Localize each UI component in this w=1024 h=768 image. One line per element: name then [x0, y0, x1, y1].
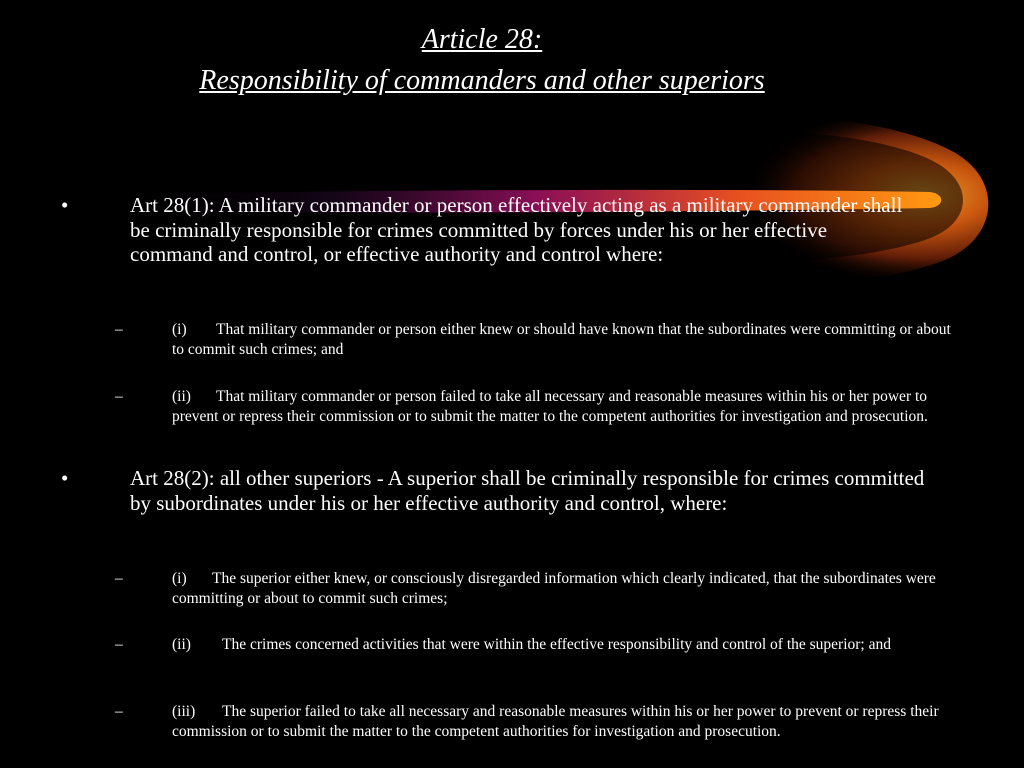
- sub-item-28-2-iii: [115, 702, 972, 741]
- sub-item-label: (i): [172, 570, 187, 587]
- sub-item-text: That military commander or person failed to take all necessary and reasonable measures within his or her power to prevent or repress their commission or to submit the matter to the competent authorities for investigation and prosecution.: [172, 388, 928, 425]
- sub-item-28-2-ii: [115, 635, 962, 655]
- dash-marker: –: [115, 703, 123, 720]
- dash-marker: –: [115, 321, 123, 338]
- sub-item-label: (i): [172, 321, 187, 338]
- dash-marker: –: [115, 570, 123, 587]
- sub-item-text: The crimes concerned activities that were within the effective responsibility and control of the superior; and: [222, 636, 891, 653]
- sub-item-text: The superior failed to take all necessary and reasonable measures within his or her power to prevent or repress their commission or to submit the matter to the competent authorities for investigation and prosecution.: [172, 703, 939, 740]
- bullet-text: Art 28(1): A military commander or person effectively acting as a military commander shall be criminally responsible for crimes committed by forces under his or her effective command and control, or effective authority and control where:: [130, 193, 903, 266]
- sub-item-28-2-i: [115, 569, 942, 608]
- sub-item-28-1-i: [115, 320, 962, 359]
- bullet-art-28-1: [61, 193, 910, 267]
- sub-item-label: (ii): [172, 388, 191, 405]
- bullet-text: Art 28(2): all other superiors - A superior shall be criminally responsible for crimes committed by subordinates under his or her effective authority and control, where:: [130, 466, 925, 515]
- bullet-marker: •: [61, 466, 69, 490]
- sub-item-text: The superior either knew, or consciously disregarded information which clearly indicated, that the subordinates were committing or about to commit such crimes;: [172, 570, 936, 607]
- bullet-art-28-2: [61, 466, 930, 515]
- sub-item-label: (iii): [172, 703, 196, 720]
- sub-item-28-1-ii: [115, 387, 942, 426]
- dash-marker: –: [115, 388, 123, 405]
- sub-item-text: That military commander or person either knew or should have known that the subordinates were committing or about to commit such crimes; and: [172, 321, 951, 358]
- slide-title-line2: Responsibility of commanders and other superiors: [199, 65, 765, 96]
- slide-title-line1: Article 28:: [421, 24, 543, 55]
- bullet-marker: •: [61, 193, 69, 217]
- sub-item-label: (ii): [172, 636, 191, 653]
- dash-marker: –: [115, 636, 123, 653]
